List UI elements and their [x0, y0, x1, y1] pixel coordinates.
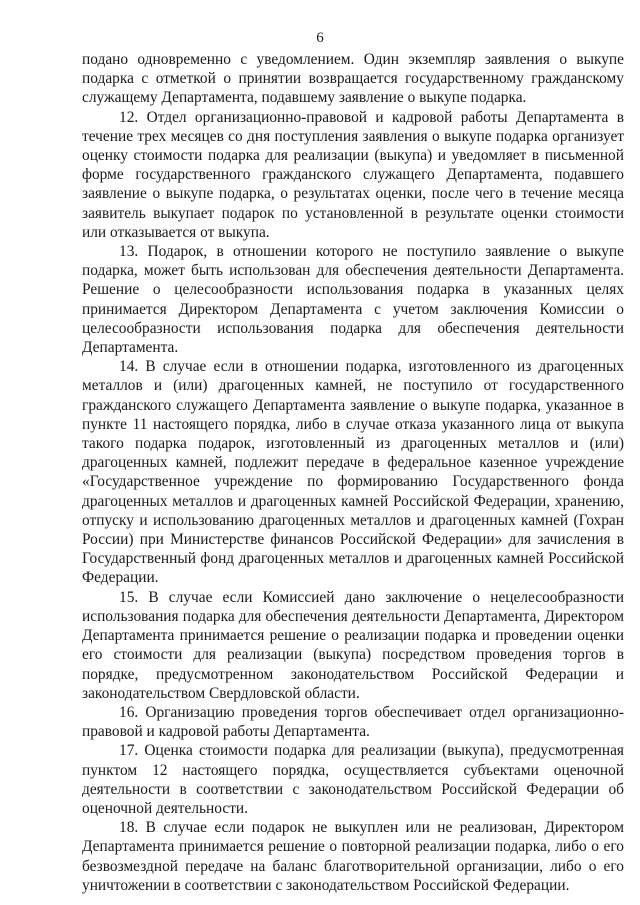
paragraph-16: 16. Организацию проведения торгов обеспечивает отдел организационно-правовой и кадровой работы Департамента.	[82, 703, 624, 741]
page-number: 6	[316, 30, 324, 46]
paragraph-18: 18. В случае если подарок не выкуплен или не реализован, Директором Департамента принимается решение о повторной реализации подарка, либо о его безвозмездной передаче на баланс благотворительной организации, либо о его уничтожении в соответствии с законодательством Российской Федерации.	[82, 819, 624, 894]
paragraph-15: 15. В случае если Комиссией дано заключение о нецелесообразности использования подарка для обеспечения деятельности Департамента, Директором Департамента принимается решение о реализации подарка и проведении оценки его стоимости для реализации (выкупа) посредством проведения торгов в порядке, предусмотренном законодательством Российской Федерации и законодательством Свердловской области.	[82, 588, 624, 702]
paragraph-14: 14. В случае если в отношении подарка, изготовленного из драгоценных металлов и (или) драгоценных камней, не поступило от государственного гражданского служащего Департамента заявление о выкупе подарка, указанное в пункте 11 настоящего порядка, либо в случае отказа указанного лица от выкупа такого подарка подарок, изготовленный из драгоценных металлов и (или) драгоценных камней, подлежит передаче в федеральное казенное учреждение «Государственное учреждение по формированию Государственного фонда драгоценных металлов и драгоценных камней Российской Федерации, хранению, отпуску и использованию драгоценных металлов и драгоценных камней (Гохран России) при Министерстве финансов Российской Федерации» для зачисления в Государственный фонд драгоценных металлов и драгоценных камней Российской Федерации.	[82, 358, 624, 587]
paragraph-continuation: подано одновременно с уведомлением. Один экземпляр заявления о выкупе подарка с отметкой о принятии возвращается государственному гражданскому служащему Департамента, подавшему заявление о выкупе подарка.	[82, 51, 624, 107]
paragraph-12: 12. Отдел организационно-правовой и кадровой работы Департамента в течение трех месяцев со дня поступления заявления о выкупе подарка организует оценку стоимости подарка для реализации (выкупа) и уведомляет в письменной форме государственного гражданского служащего Департамента, подавшего заявление о выкупе подарка, о результатах оценки, после чего в течение месяца заявитель выкупает подарок по установленной в результате оценки стоимости или отказывается от выкупа.	[82, 108, 624, 241]
paragraph-17: 17. Оценка стоимости подарка для реализации (выкупа), предусмотренная пунктом 12 настоящего порядка, осуществляется субъектами оценочной деятельности в соответствии с законодательством Российской Федерации об оценочной деятельности.	[82, 742, 624, 817]
paragraph-13: 13. Подарок, в отношении которого не поступило заявление о выкупе подарка, может быть использован для обеспечения деятельности Департамента. Решение о целесообразности использования подарка в указанных целях принимается Директором Департамента с учетом заключения Комиссии о целесообразности использования подарка для обеспечения деятельности Департамента.	[82, 243, 624, 357]
document-body	[82, 50, 624, 895]
